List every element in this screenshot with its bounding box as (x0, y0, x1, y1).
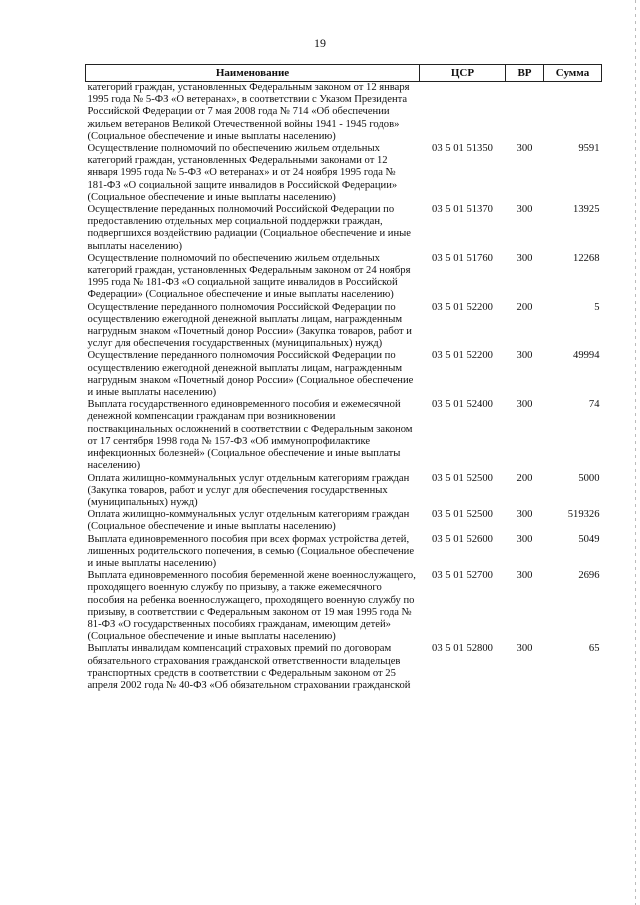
row-name: Выплата государственного единовременного пособия и ежемесячной денежной компенсации гражданам при возникновении поствакцинальных осложнений в соответствии с Федеральным законом от 17 сентября 1998 года № 157-ФЗ «Об иммунопрофилактике инфекционных болезней» (Социальное обеспечение и иные выплаты населению) (87, 399, 413, 472)
page-edge-divider (635, 0, 636, 905)
row-vr: 200 (516, 472, 533, 484)
header-name: Наименование (86, 65, 420, 82)
row-vr (506, 82, 544, 144)
table-row (86, 253, 602, 302)
row-name: Оплата жилищно-коммунальных услуг отдельным категориям граждан (Социальное обеспечение и иные выплаты населению) (87, 509, 410, 533)
row-csr (420, 82, 506, 144)
row-sum: 519326 (567, 509, 600, 521)
row-name: Осуществление полномочий по обеспечению жильем отдельных категорий граждан, установленных Федеральным законом от 24 ноября 1995 года № 181-ФЗ «О социальной защите инвалидов в Российской Федерации» (Социальное обеспечение и иные выплаты населению) (87, 252, 411, 301)
header-sum: Сумма (544, 65, 602, 82)
table-row (86, 350, 602, 399)
row-vr: 300 (516, 252, 533, 264)
table-row (86, 570, 602, 643)
table-row (86, 204, 602, 253)
row-sum: 5049 (578, 533, 600, 545)
row-sum: 2696 (578, 570, 600, 582)
row-name: Выплата единовременного пособия при всех формах устройства детей, лишенных родительского попечения, в семью (Социальное обеспечение и иные выплаты населению) (87, 533, 415, 569)
table-row (86, 509, 602, 533)
table-row (86, 82, 602, 144)
row-sum: 49994 (573, 350, 600, 362)
row-name: Выплаты инвалидам компенсаций страховых премий по договорам обязательного страхования гражданской ответственности владельцев транспортных средств в соответствии с Федеральным законом от 25 апреля 2002 года № 40-ФЗ «Об обязательном страховании гражданской (87, 643, 411, 691)
row-sum: 65 (588, 643, 600, 655)
row-sum (544, 82, 602, 144)
table-row (86, 643, 602, 692)
row-vr: 300 (516, 143, 533, 155)
row-csr: 03 5 01 52400 (432, 399, 493, 411)
table-row (86, 473, 602, 510)
table-row (86, 399, 602, 472)
row-vr: 300 (516, 399, 533, 411)
row-csr: 03 5 01 52500 (432, 509, 493, 521)
row-name: Осуществление полномочий по обеспечению жильем отдельных категорий граждан, установленных Федеральными законами от 12 января 1995 года № 5-ФЗ «О ветеранах» и от 24 ноября 1995 года № 181-ФЗ «О социальной защите инвалидов в Российской Федерации» (Социальное обеспечение и иные выплаты населению) (87, 143, 398, 203)
table-row (86, 302, 602, 351)
row-name: Осуществление переданного полномочия Российской Федерации по осуществлению ежегодной денежной выплаты лицам, награжденным нагрудным знаком «Почетный донор России» (Социальное обеспечение и иные выплаты населению) (87, 350, 414, 399)
row-csr: 03 5 01 52600 (432, 533, 493, 545)
row-csr: 03 5 01 52200 (432, 350, 493, 362)
budget-table (85, 64, 602, 692)
row-sum: 12268 (573, 252, 600, 264)
row-name: Осуществление переданных полномочий Российской Федерации по предоставлению отдельных мер социальной поддержки граждан, подвергшихся воздействию радиации (Социальное обеспечение и иные выплаты населению) (87, 204, 411, 252)
row-sum: 5000 (578, 472, 600, 484)
header-vr: ВР (506, 65, 544, 82)
row-sum: 5 (594, 301, 600, 313)
row-name: Осуществление переданного полномочия Российской Федерации по осуществлению ежегодной денежной выплаты лицам, награжденным нагрудным знаком «Почетный донор России» (Закупка товаров, работ и услуг для обеспечения государственных (муниципальных) нужд) (87, 301, 412, 350)
row-csr: 03 5 01 52500 (432, 472, 493, 484)
table-row (86, 143, 602, 204)
row-vr: 300 (516, 204, 533, 216)
row-csr: 03 5 01 52700 (432, 570, 493, 582)
row-name: Оплата жилищно-коммунальных услуг отдельным категориям граждан (Закупка товаров, работ и услуг для обеспечения государственных (муниципальных) нужд) (87, 472, 410, 508)
row-sum: 13925 (573, 204, 600, 216)
row-vr: 300 (516, 509, 533, 521)
row-csr: 03 5 01 52200 (432, 301, 493, 313)
row-vr: 300 (516, 643, 533, 655)
row-name: категорий граждан, установленных Федеральным законом от 12 января 1995 года № 5-ФЗ «О ветеранах», в соответствии с Указом Президента Российской Федерации от 7 мая 2008 года № 714 «Об обеспечении жильем ветеранов Великой Отечественной войны 1941 - 1945 годов» (Социальное обеспечение и иные выплаты населению) (87, 82, 410, 142)
row-sum: 74 (588, 399, 600, 411)
row-csr: 03 5 01 52800 (432, 643, 493, 655)
row-vr: 300 (516, 570, 533, 582)
page-number: 19 (314, 36, 326, 50)
row-csr: 03 5 01 51370 (432, 204, 493, 216)
row-vr: 300 (516, 533, 533, 545)
row-csr: 03 5 01 51350 (432, 143, 493, 155)
table-row (86, 534, 602, 571)
header-csr: ЦСР (420, 65, 506, 82)
row-vr: 200 (516, 301, 533, 313)
table-header-row (86, 65, 602, 82)
row-csr: 03 5 01 51760 (432, 252, 493, 264)
row-sum: 9591 (578, 143, 600, 155)
row-vr: 300 (516, 350, 533, 362)
row-name: Выплата единовременного пособия беременной жене военнослужащего, проходящего военную службу по призыву, а также ежемесячного пособия на ребенка военнослужащего, проходящего военную службу по призыву, в соответствии с Федеральным законом от 19 мая 1995 года № 81-ФЗ «О государственных пособиях гражданам, имеющим детей» (Социальное обеспечение и иные выплаты населению) (87, 570, 416, 643)
